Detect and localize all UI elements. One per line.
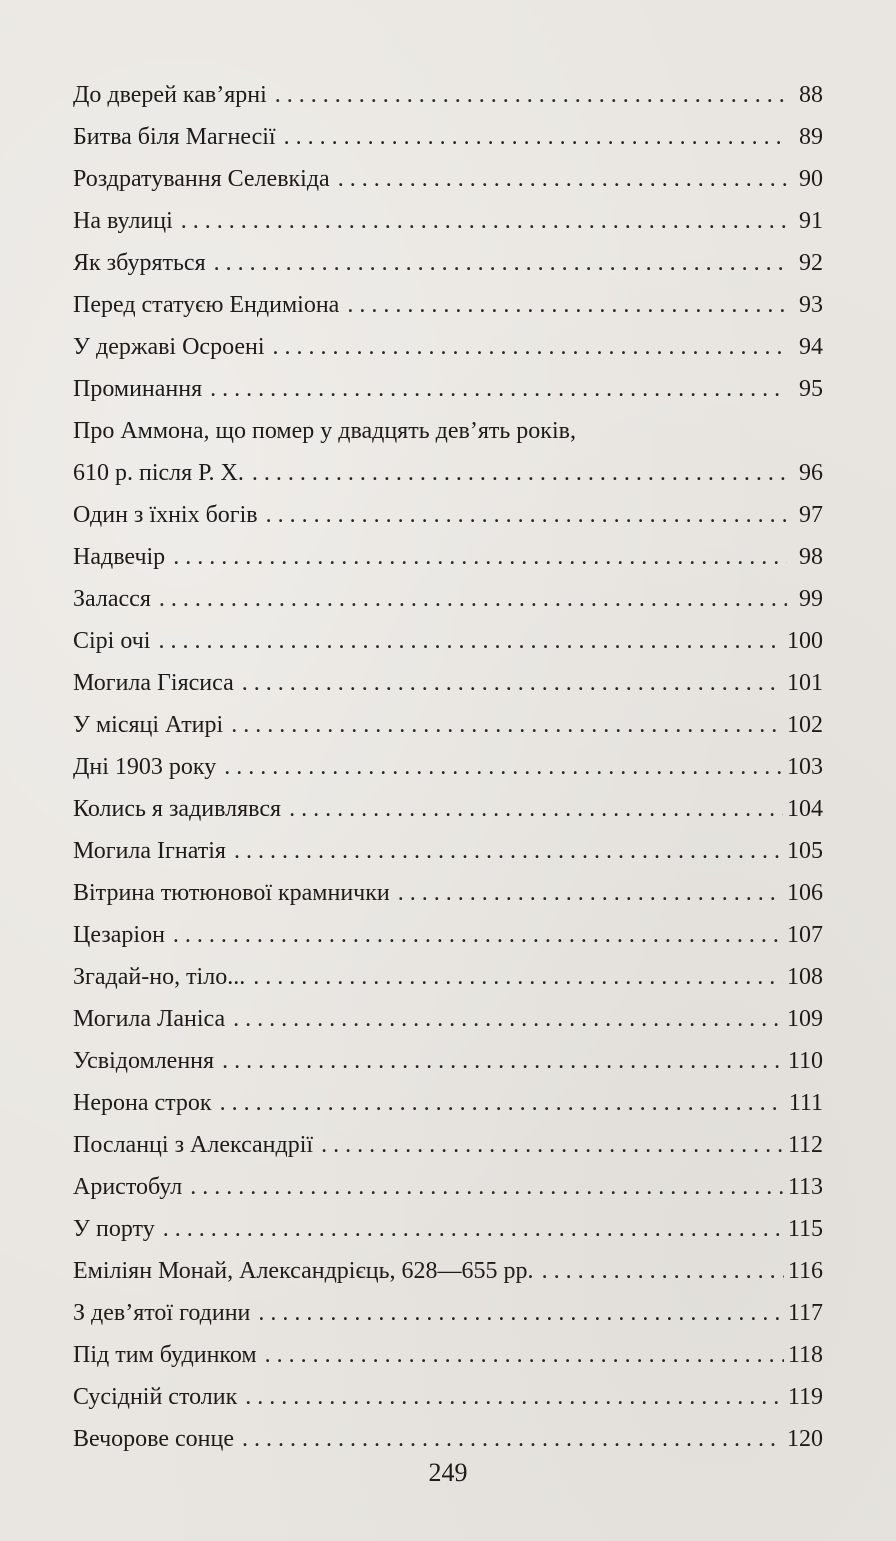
toc-entry-page: 116 bbox=[787, 1258, 823, 1284]
toc-entry bbox=[73, 746, 823, 788]
toc-entry-title: Могила Ланіса bbox=[73, 1006, 226, 1032]
toc-entry bbox=[73, 494, 823, 536]
toc-entry bbox=[73, 1082, 823, 1124]
toc-entry-page: 115 bbox=[787, 1216, 823, 1242]
toc-entry-title: Усвідомлення bbox=[73, 1048, 215, 1074]
toc-entry-title: Колись я задивлявся bbox=[73, 796, 282, 822]
toc-entry bbox=[73, 704, 823, 746]
toc-entry bbox=[73, 200, 823, 242]
toc-entry-page: 106 bbox=[787, 880, 823, 906]
toc-entry-title: Проминання bbox=[73, 376, 203, 402]
toc-entry-page: 90 bbox=[799, 166, 823, 192]
toc-entry-title: Битва біля Магнесії bbox=[73, 124, 276, 150]
toc-entry-page: 120 bbox=[787, 1426, 823, 1452]
toc-entry bbox=[73, 788, 823, 830]
dot-leader bbox=[181, 200, 787, 242]
toc-entry-title: Один з їхніх богів bbox=[73, 502, 258, 528]
dot-leader bbox=[266, 494, 787, 536]
toc-entry bbox=[73, 158, 823, 200]
toc-entry-title: З дев’ятої години bbox=[73, 1300, 251, 1326]
toc-entry bbox=[73, 326, 823, 368]
toc-entry-page: 91 bbox=[799, 208, 823, 234]
toc-entry-page: 110 bbox=[787, 1048, 823, 1074]
toc-entry bbox=[73, 242, 823, 284]
dot-leader bbox=[214, 242, 787, 284]
toc-entry-title: 610 р. після Р. Х. bbox=[73, 460, 244, 486]
toc-entry bbox=[73, 872, 823, 914]
dot-leader bbox=[258, 1292, 784, 1334]
dot-leader bbox=[542, 1250, 784, 1292]
toc-entry-title: Під тим будинком bbox=[73, 1342, 257, 1368]
toc-entry-page: 102 bbox=[787, 712, 823, 738]
toc-entry-page: 94 bbox=[799, 334, 823, 360]
toc-entry-title: Аристобул bbox=[73, 1174, 183, 1200]
toc-entry bbox=[73, 830, 823, 872]
toc-entry bbox=[73, 1166, 823, 1208]
toc-entry-page: 107 bbox=[787, 922, 823, 948]
toc-entry bbox=[73, 1040, 823, 1082]
toc-entry-page: 93 bbox=[799, 292, 823, 318]
dot-leader bbox=[210, 368, 787, 410]
page-number: 249 bbox=[428, 1458, 468, 1487]
toc-entry-title: Як збуряться bbox=[73, 250, 206, 276]
dot-leader bbox=[231, 704, 783, 746]
toc-entry bbox=[73, 1292, 823, 1334]
toc-entry-page: 98 bbox=[799, 544, 823, 570]
dot-leader bbox=[173, 914, 783, 956]
toc-entry bbox=[73, 1334, 823, 1376]
toc-entry-title: Цезаріон bbox=[73, 922, 165, 948]
toc-entry bbox=[73, 1124, 823, 1166]
dot-leader bbox=[338, 158, 787, 200]
dot-leader bbox=[398, 872, 783, 914]
toc-entry bbox=[73, 998, 823, 1040]
toc-entry-page: 101 bbox=[787, 670, 823, 696]
toc-entry-title: Могила Гіясиса bbox=[73, 670, 234, 696]
toc-entry-page: 96 bbox=[799, 460, 823, 486]
toc-entry bbox=[73, 536, 823, 578]
toc-entry-page: 105 bbox=[787, 838, 823, 864]
toc-entry-page: 92 bbox=[799, 250, 823, 276]
toc-entry-title: У місяці Атирі bbox=[73, 712, 224, 738]
toc-entry bbox=[73, 914, 823, 956]
toc-entry-title: Згадай-но, тіло... bbox=[73, 964, 246, 990]
dot-leader bbox=[190, 1166, 784, 1208]
toc-entry-page: 99 bbox=[799, 586, 823, 612]
dot-leader bbox=[222, 1040, 784, 1082]
toc-entry-page: 112 bbox=[787, 1132, 823, 1158]
dot-leader bbox=[289, 788, 783, 830]
toc-entry-page: 113 bbox=[787, 1174, 823, 1200]
toc-entry-title: Сусідній столик bbox=[73, 1384, 238, 1410]
toc-entry-title: Дні 1903 року bbox=[73, 754, 217, 780]
toc-entry-page: 95 bbox=[799, 376, 823, 402]
toc-entry bbox=[73, 620, 823, 662]
toc-entry bbox=[73, 410, 823, 494]
toc-entry bbox=[73, 284, 823, 326]
toc-entry-title-line1: Про Аммона, що помер у двадцять дев’ять років, bbox=[73, 418, 576, 444]
dot-leader bbox=[159, 578, 787, 620]
toc-entry-page: 97 bbox=[799, 502, 823, 528]
dot-leader bbox=[321, 1124, 784, 1166]
dot-leader bbox=[242, 1418, 783, 1460]
toc-entry bbox=[73, 662, 823, 704]
toc-entry-title: Еміліян Монай, Александрієць, 628—655 рр. bbox=[73, 1258, 534, 1284]
toc-entry-page: 104 bbox=[787, 796, 823, 822]
toc-entry bbox=[73, 116, 823, 158]
toc-entry-title: Могила Ігнатія bbox=[73, 838, 226, 864]
toc-entry bbox=[73, 956, 823, 998]
dot-leader bbox=[234, 830, 783, 872]
toc-entry-page: 100 bbox=[787, 628, 823, 654]
toc-entry-title: Роздратування Селевкіда bbox=[73, 166, 330, 192]
dot-leader bbox=[163, 1208, 784, 1250]
dot-leader bbox=[220, 1082, 785, 1124]
toc-entry bbox=[73, 578, 823, 620]
toc-entry-title: Сірі очі bbox=[73, 628, 151, 654]
toc-entry-page: 89 bbox=[799, 124, 823, 150]
toc-entry-page: 111 bbox=[788, 1090, 823, 1116]
toc-entry bbox=[73, 1250, 823, 1292]
toc-entry-title: Вітрина тютюнової крамнички bbox=[73, 880, 390, 906]
dot-leader bbox=[242, 662, 783, 704]
dot-leader bbox=[245, 1376, 784, 1418]
dot-leader bbox=[224, 746, 783, 788]
toc-entry-title: Вечорове сонце bbox=[73, 1426, 234, 1452]
toc-entry-title: Перед статуєю Ендиміона bbox=[73, 292, 340, 318]
toc-entry bbox=[73, 74, 823, 116]
toc-entry bbox=[73, 1208, 823, 1250]
dot-leader bbox=[347, 284, 787, 326]
toc-entry-page: 117 bbox=[787, 1300, 823, 1326]
dot-leader bbox=[252, 452, 787, 494]
toc-entry-title: Надвечір bbox=[73, 544, 166, 570]
dot-leader bbox=[275, 74, 787, 116]
toc-entry bbox=[73, 368, 823, 410]
toc-entry-title: Заласся bbox=[73, 586, 151, 612]
toc-entry-title: У державі Осроені bbox=[73, 334, 265, 360]
toc-entry-title: На вулиці bbox=[73, 208, 173, 234]
dot-leader bbox=[158, 620, 783, 662]
dot-leader bbox=[273, 326, 787, 368]
toc-entry-page: 109 bbox=[787, 1006, 823, 1032]
toc-entry-title: До дверей кав’ярні bbox=[73, 82, 267, 108]
toc-entry-title: Посланці з Александрії bbox=[73, 1132, 314, 1158]
toc-entry-page: 119 bbox=[787, 1384, 823, 1410]
dot-leader bbox=[265, 1334, 784, 1376]
toc-entry-page: 118 bbox=[787, 1342, 823, 1368]
dot-leader bbox=[253, 956, 783, 998]
dot-leader bbox=[173, 536, 787, 578]
toc-entry bbox=[73, 1418, 823, 1460]
toc-entry-page: 103 bbox=[787, 754, 823, 780]
toc-entry-page: 88 bbox=[799, 82, 823, 108]
toc-entry bbox=[73, 1376, 823, 1418]
dot-leader bbox=[284, 116, 787, 158]
toc-entry-title: Нерона строк bbox=[73, 1090, 212, 1116]
toc-entry-page: 108 bbox=[787, 964, 823, 990]
dot-leader bbox=[233, 998, 783, 1040]
toc-entry-title: У порту bbox=[73, 1216, 155, 1242]
table-of-contents bbox=[73, 74, 823, 1460]
